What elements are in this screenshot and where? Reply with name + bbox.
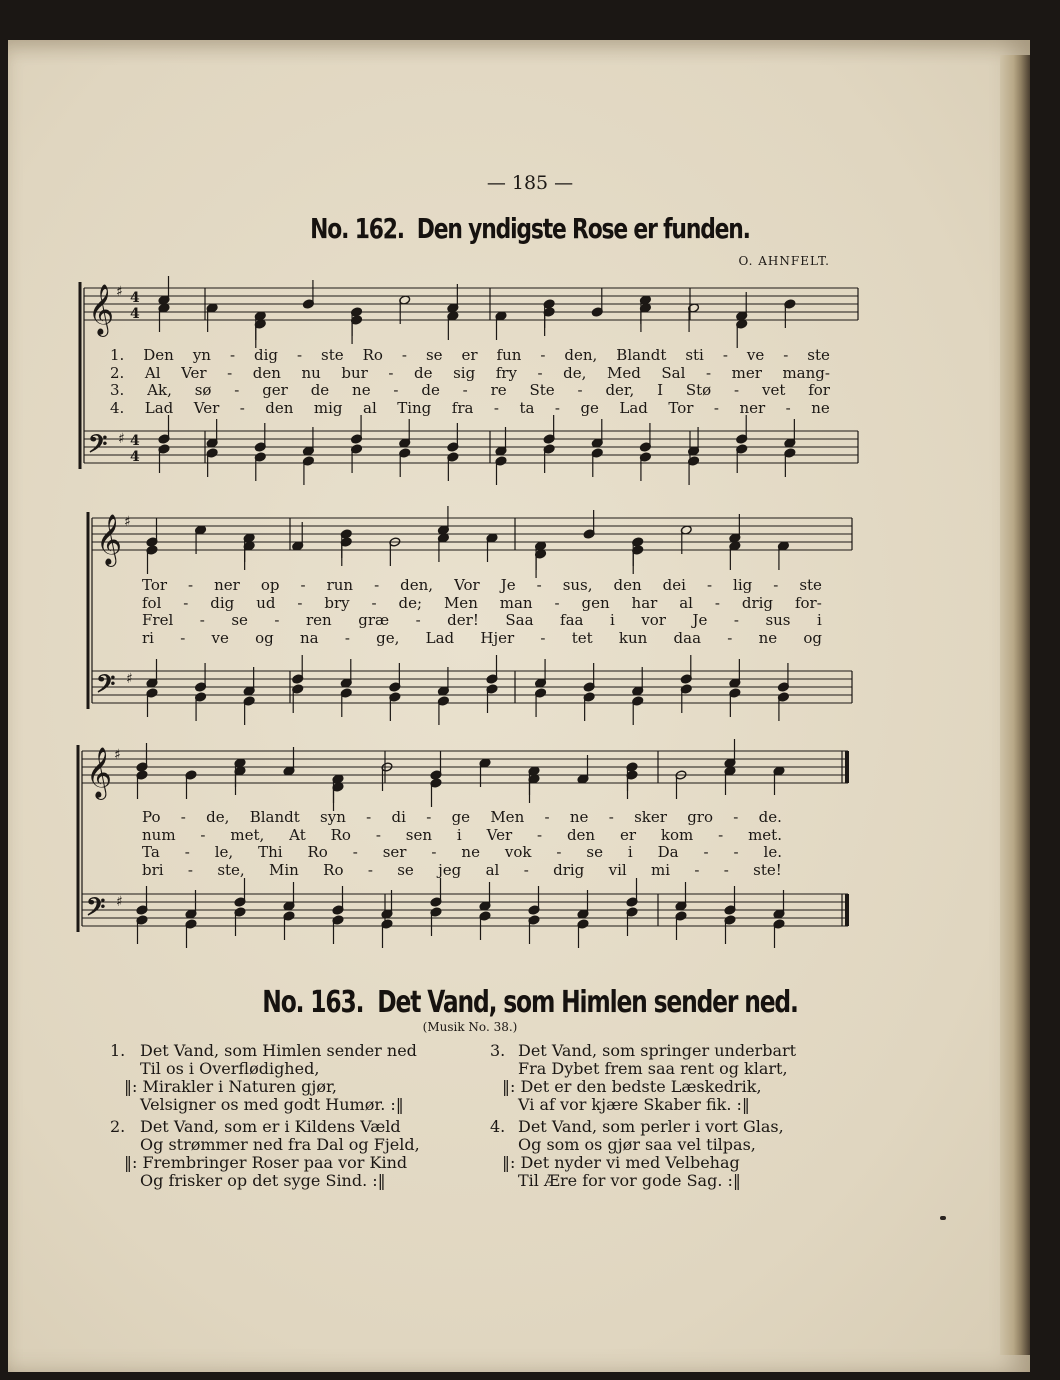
- treble-clef-icon: 𝄞: [86, 747, 113, 798]
- lyric-syllable: den: [252, 363, 281, 382]
- lyric-syllable: -: [187, 860, 193, 879]
- lyric-syllable: mang-: [782, 363, 830, 382]
- lyric-syllable: bur: [341, 363, 368, 382]
- lyric-syllable: ve: [211, 628, 229, 647]
- lyric-syllable: sen: [405, 825, 433, 844]
- lyric-line: [110, 399, 830, 417]
- lyric-syllable: Men: [443, 593, 478, 612]
- lyric-syllable: tet: [571, 628, 593, 647]
- lyric-syllable: run: [326, 576, 354, 594]
- verse-number: 1.: [110, 1041, 126, 1060]
- lyric-syllable: -: [274, 611, 280, 629]
- lyric-line: [142, 826, 782, 844]
- lyric-syllable: -: [239, 398, 245, 417]
- lyric-syllable: -: [393, 381, 399, 399]
- lyric-line: [142, 861, 782, 879]
- lyric-syllable: 2.: [110, 363, 125, 382]
- lyric-syllable: -: [705, 363, 712, 382]
- lyric-syllable: ge,: [376, 628, 400, 647]
- lyric-syllable: -: [184, 843, 190, 861]
- lyric-syllable: -: [733, 808, 739, 826]
- bass-clef-icon: 𝄢: [86, 893, 106, 928]
- verse-line: ‖: Det er den bedste Læskedrik,: [502, 1077, 762, 1096]
- lyric-syllable: Lad: [619, 398, 648, 417]
- lyric-syllable: -: [718, 825, 724, 844]
- lyric-syllable: den,: [400, 576, 434, 594]
- lyric-syllable: -: [431, 843, 437, 861]
- hymn-163-title: [117, 985, 944, 1020]
- lyric-syllable: -: [703, 843, 709, 861]
- lyric-syllable: Thi: [258, 843, 283, 861]
- lyric-syllable: jeg: [438, 860, 462, 879]
- lyric-syllable: ste: [807, 346, 830, 364]
- lyric-syllable: der!: [447, 611, 479, 629]
- lyric-syllable: der,: [605, 381, 635, 399]
- verse-line: Det Vand, som er i Kildens Væld: [140, 1117, 401, 1136]
- lyric-syllable: syn: [320, 808, 346, 826]
- lyric-syllable: har: [631, 593, 658, 612]
- lyric-syllable: sø: [194, 381, 212, 399]
- lyric-syllable: -: [200, 825, 206, 844]
- lyric-syllable: ne: [758, 628, 778, 647]
- lyric-syllable: -: [180, 808, 186, 826]
- lyric-syllable: ge: [451, 808, 471, 826]
- lyric-syllable: yn: [192, 346, 211, 364]
- lyric-syllable: -: [536, 576, 542, 594]
- sharp-icon: ♯: [116, 284, 123, 300]
- lyric-syllable: drig: [553, 860, 585, 879]
- hymn-162-title-text: Den yndigste Rose er funden.: [416, 212, 750, 245]
- lyric-syllable: -: [722, 346, 728, 364]
- verse-4: [490, 1118, 840, 1190]
- hymn-162-number: No. 162.: [310, 212, 404, 245]
- lyric-syllable: Al: [144, 363, 161, 382]
- lyric-syllable: den: [566, 825, 596, 844]
- lyric-syllable: ve: [746, 346, 765, 364]
- lyric-syllable: Sal: [661, 363, 686, 382]
- lyric-syllable: ser: [382, 843, 407, 861]
- lyric-syllable: -: [375, 825, 381, 844]
- lyric-syllable: se: [397, 860, 414, 879]
- lyric-syllable: -: [344, 628, 350, 647]
- lyric-syllable: Lad: [425, 628, 455, 647]
- lyric-line: [110, 346, 830, 364]
- lyric-syllable: daa: [673, 628, 702, 647]
- lyric-syllable: Blandt: [616, 346, 667, 364]
- lyric-line: [110, 381, 830, 399]
- verse-line: Det Vand, som perler i vort Glas,: [518, 1117, 784, 1136]
- lyric-syllable: dig: [253, 346, 278, 364]
- lyric-syllable: ta: [519, 398, 535, 417]
- verse-3: [490, 1042, 840, 1114]
- lyric-syllable: -: [371, 593, 377, 612]
- lyric-syllable: Ver: [181, 363, 207, 382]
- verse-line: Og frisker op det syge Sind. :‖: [140, 1171, 386, 1190]
- lyric-syllable: lig: [733, 576, 753, 594]
- lyric-syllable: -: [537, 825, 543, 844]
- lyric-syllable: di: [391, 808, 406, 826]
- lyric-syllable: ste,: [217, 860, 245, 879]
- composer: O. AHNFELT.: [738, 254, 830, 268]
- final-barline-icon: [845, 751, 849, 783]
- lyric-syllable: mer: [731, 363, 762, 382]
- verse-number: 4.: [490, 1117, 506, 1136]
- lyric-syllable: -: [554, 593, 560, 612]
- time-signature-icon: 4: [130, 290, 140, 306]
- lyric-syllable: Tor: [668, 398, 694, 417]
- lyric-syllable: Men: [490, 808, 525, 826]
- lyric-syllable: le.: [763, 843, 782, 861]
- verse-2: [110, 1118, 470, 1190]
- verse-line: Og som os gjør saa vel tilpas,: [518, 1135, 756, 1154]
- lyric-syllable: sus,: [562, 576, 593, 594]
- lyric-syllable: -: [297, 593, 303, 612]
- lyric-syllable: ren: [306, 611, 332, 629]
- lyric-syllable: 3.: [110, 381, 125, 399]
- lyric-syllable: vet: [761, 381, 786, 399]
- lyric-line: [142, 594, 822, 612]
- hymn-163-number: No. 163.: [262, 985, 364, 1020]
- lyric-syllable: -: [366, 808, 372, 826]
- ink-mark: [940, 1216, 946, 1220]
- lyric-syllable: Po: [142, 808, 161, 826]
- sharp-icon: ♯: [114, 747, 121, 763]
- lyric-syllable: de: [414, 363, 433, 382]
- lyric-syllable: kun: [618, 628, 648, 647]
- lyric-syllable: Ro: [362, 346, 383, 364]
- lyric-syllable: ste: [799, 576, 822, 594]
- time-signature-icon: 4: [130, 433, 140, 449]
- lyric-syllable: Ro: [323, 860, 344, 879]
- lyric-syllable: -: [733, 611, 739, 629]
- lyric-syllable: for: [808, 381, 830, 399]
- lyric-syllable: fry: [495, 363, 517, 382]
- lyric-syllable: vil: [608, 860, 627, 879]
- lyric-syllable: al: [485, 860, 500, 879]
- lyric-syllable: -: [367, 860, 373, 879]
- lyric-syllable: ste!: [753, 860, 782, 879]
- bass-clef-icon: 𝄢: [96, 670, 116, 705]
- sharp-icon: ♯: [118, 431, 125, 447]
- lyric-line: [142, 611, 822, 629]
- lyric-syllable: num: [142, 825, 176, 844]
- lyric-syllable: Saa: [505, 611, 534, 629]
- lyric-syllable: Ro: [330, 825, 351, 844]
- lyric-syllable: al: [363, 398, 377, 417]
- lyric-syllable: -: [234, 381, 240, 399]
- lyric-syllable: -: [554, 398, 560, 417]
- lyric-syllable: Ver: [486, 825, 513, 844]
- verse-number: 3.: [490, 1041, 506, 1060]
- page-number: — 185 —: [486, 172, 574, 194]
- lyric-syllable: Lad: [144, 398, 174, 417]
- lyric-syllable: ner: [739, 398, 766, 417]
- lyric-syllable: Hjer: [480, 628, 515, 647]
- lyric-syllable: de,: [563, 363, 587, 382]
- lyric-syllable: met,: [230, 825, 265, 844]
- lyric-syllable: er: [619, 825, 637, 844]
- lyric-syllable: 1.: [110, 346, 125, 364]
- verse-line: Det Vand, som Himlen sender ned: [140, 1041, 417, 1060]
- lyric-syllable: nu: [301, 363, 321, 382]
- lyric-syllable: dei: [662, 576, 686, 594]
- lyric-syllable: ge: [580, 398, 599, 417]
- lyric-syllable: -: [296, 346, 303, 364]
- lyric-syllable: -: [540, 346, 546, 364]
- lyric-syllable: faa: [560, 611, 584, 629]
- verse-line: ‖: Mirakler i Naturen gjør,: [124, 1077, 337, 1096]
- hymn-163-title-text: Det Vand, som Himlen sender ned.: [377, 985, 798, 1020]
- lyric-syllable: i: [456, 825, 462, 844]
- verse-1: [110, 1042, 470, 1114]
- lyric-syllable: -: [227, 363, 233, 382]
- lyric-syllable: de,: [206, 808, 230, 826]
- lyric-syllable: den,: [564, 346, 598, 364]
- sharp-icon: ♯: [116, 894, 123, 910]
- lyric-syllable: Ak,: [147, 381, 172, 399]
- lyric-syllable: -: [577, 381, 583, 399]
- lyric-line: [142, 629, 822, 647]
- lyric-syllable: -: [706, 576, 713, 594]
- lyric-syllable: vok: [504, 843, 532, 861]
- lyric-syllable: græ: [358, 611, 390, 629]
- lyric-syllable: -: [374, 576, 380, 594]
- lyric-syllable: -: [199, 611, 205, 629]
- lyric-syllable: -: [733, 843, 739, 861]
- lyric-syllable: Ver: [193, 398, 220, 417]
- lyric-syllable: mi: [651, 860, 671, 879]
- verse-line: Til os i Overflødighed,: [140, 1059, 320, 1078]
- lyric-line: [110, 364, 830, 382]
- music-reference: (Musik No. 38.): [422, 1020, 518, 1034]
- lyric-syllable: gro: [687, 808, 713, 826]
- bass-clef-icon: 𝄢: [88, 430, 108, 465]
- lyric-syllable: -: [180, 628, 186, 647]
- verse-line: ‖: Det nyder vi med Velbehag: [502, 1153, 740, 1172]
- sharp-icon: ♯: [124, 514, 131, 530]
- lyric-syllable: ste: [321, 346, 344, 364]
- lyric-syllable: le,: [214, 843, 234, 861]
- lyric-syllable: Ting: [397, 398, 432, 417]
- lyric-syllable: sus: [765, 611, 791, 629]
- lyric-syllable: for-: [794, 593, 822, 612]
- lyric-syllable: ner: [214, 576, 240, 594]
- lyric-syllable: -: [352, 843, 358, 861]
- lyric-syllable: ud: [256, 593, 276, 612]
- lyric-syllable: Stø: [685, 381, 712, 399]
- lyric-syllable: fun: [496, 346, 522, 364]
- lyric-syllable: -: [783, 346, 789, 364]
- lyric-syllable: -: [727, 628, 733, 647]
- lyric-syllable: -: [714, 593, 720, 612]
- lyric-syllable: se: [231, 611, 248, 629]
- lyric-syllable: 4.: [110, 398, 125, 417]
- lyric-syllable: drig: [741, 593, 774, 612]
- final-barline-icon: [845, 894, 849, 926]
- lyric-syllable: Ta: [142, 843, 160, 861]
- sharp-icon: ♯: [126, 671, 133, 687]
- lyric-syllable: Min: [269, 860, 299, 879]
- lyric-syllable: re: [490, 381, 507, 399]
- lyric-syllable: Ro: [307, 843, 328, 861]
- lyric-syllable: i: [817, 611, 822, 629]
- verse-line: Til Ære for vor gode Sag. :‖: [518, 1171, 741, 1190]
- verse-line: Velsigner os med godt Humør. :‖: [140, 1095, 404, 1114]
- lyric-syllable: ne: [569, 808, 589, 826]
- lyric-line: [142, 843, 782, 861]
- lyric-syllable: Tor: [142, 576, 168, 594]
- lyric-syllable: gen: [581, 593, 610, 612]
- verse-line: Det Vand, som springer underbart: [518, 1041, 797, 1060]
- lyric-syllable: sig: [453, 363, 476, 382]
- lyric-syllable: ri: [142, 628, 154, 647]
- time-signature-icon: 4: [130, 449, 140, 465]
- verse-number: 2.: [110, 1117, 126, 1136]
- lyric-syllable: At: [289, 825, 306, 844]
- lyric-syllable: -: [608, 808, 614, 826]
- lyric-syllable: vor: [641, 611, 666, 629]
- lyric-syllable: Je: [692, 611, 708, 629]
- lyric-syllable: -: [493, 398, 499, 417]
- lyric-syllable: Blandt: [249, 808, 300, 826]
- lyric-syllable: Med: [606, 363, 641, 382]
- lyric-syllable: se: [425, 346, 443, 364]
- lyric-syllable: ger: [262, 381, 288, 399]
- lyric-syllable: Den: [143, 346, 174, 364]
- lyric-syllable: -: [188, 576, 194, 594]
- lyric-syllable: de: [310, 381, 330, 399]
- lyric-syllable: -: [544, 808, 550, 826]
- lyric-syllable: -: [523, 860, 529, 879]
- lyric-syllable: ne: [352, 381, 371, 399]
- lyric-syllable: -: [734, 381, 740, 399]
- lyric-syllable: og: [255, 628, 274, 647]
- lyric-syllable: -: [540, 628, 546, 647]
- lyric-syllable: mig: [313, 398, 343, 417]
- lyric-syllable: se: [586, 843, 603, 861]
- lyric-syllable: met.: [748, 825, 782, 844]
- lyric-syllable: Vor: [454, 576, 480, 594]
- lyric-syllable: kom: [660, 825, 694, 844]
- lyric-syllable: de;: [398, 593, 423, 612]
- lyric-line: [142, 576, 822, 594]
- lyric-syllable: sker: [634, 808, 667, 826]
- lyric-syllable: op: [260, 576, 280, 594]
- lyric-syllable: -: [415, 611, 421, 629]
- lyric-syllable: na: [299, 628, 319, 647]
- lyric-syllable: den: [613, 576, 642, 594]
- verse-line: Vi af vor kjære Skaber fik. :‖: [518, 1095, 750, 1114]
- lyric-line: [142, 808, 782, 826]
- verse-line: ‖: Frembringer Roser paa vor Kind: [124, 1153, 408, 1172]
- lyric-syllable: -: [694, 860, 700, 879]
- lyric-syllable: -: [426, 808, 432, 826]
- lyric-syllable: er: [461, 346, 478, 364]
- lyric-syllable: -: [713, 398, 719, 417]
- lyric-syllable: al: [679, 593, 693, 612]
- lyric-syllable: Frel: [142, 611, 174, 629]
- lyric-syllable: og: [803, 628, 822, 647]
- lyric-syllable: dig: [210, 593, 235, 612]
- lyric-syllable: -: [183, 593, 189, 612]
- lyric-syllable: ne: [811, 398, 830, 417]
- treble-clef-icon: 𝄞: [96, 514, 123, 565]
- lyric-syllable: Da: [657, 843, 679, 861]
- lyric-syllable: sti: [685, 346, 704, 364]
- time-signature-icon: 4: [130, 306, 140, 322]
- lyric-syllable: fol: [142, 593, 162, 612]
- lyric-syllable: -: [401, 346, 407, 364]
- lyric-syllable: fra: [451, 398, 474, 417]
- lyric-syllable: -: [785, 398, 791, 417]
- treble-clef-icon: 𝄞: [88, 284, 115, 335]
- lyric-syllable: bri: [142, 860, 164, 879]
- lyric-syllable: -: [300, 576, 306, 594]
- verse-line: Og strømmer ned fra Dal og Fjeld,: [140, 1135, 420, 1154]
- lyric-syllable: I: [657, 381, 664, 399]
- lyric-syllable: i: [609, 611, 615, 629]
- lyric-syllable: -: [537, 363, 543, 382]
- lyric-syllable: den: [265, 398, 294, 417]
- lyric-syllable: de: [421, 381, 440, 399]
- lyric-syllable: Ste: [529, 381, 555, 399]
- lyric-syllable: Je: [500, 576, 516, 594]
- lyric-syllable: -: [462, 381, 468, 399]
- lyric-syllable: de.: [758, 808, 782, 826]
- lyric-syllable: bry: [324, 593, 350, 612]
- lyric-syllable: -: [723, 860, 729, 879]
- lyric-syllable: -: [388, 363, 394, 382]
- lyric-syllable: ne: [461, 843, 480, 861]
- lyric-syllable: man: [499, 593, 533, 612]
- verse-line: Fra Dybet frem saa rent og klart,: [518, 1059, 788, 1078]
- lyric-syllable: -: [773, 576, 779, 594]
- lyric-syllable: -: [229, 346, 236, 364]
- lyric-syllable: i: [627, 843, 633, 861]
- lyric-syllable: -: [556, 843, 562, 861]
